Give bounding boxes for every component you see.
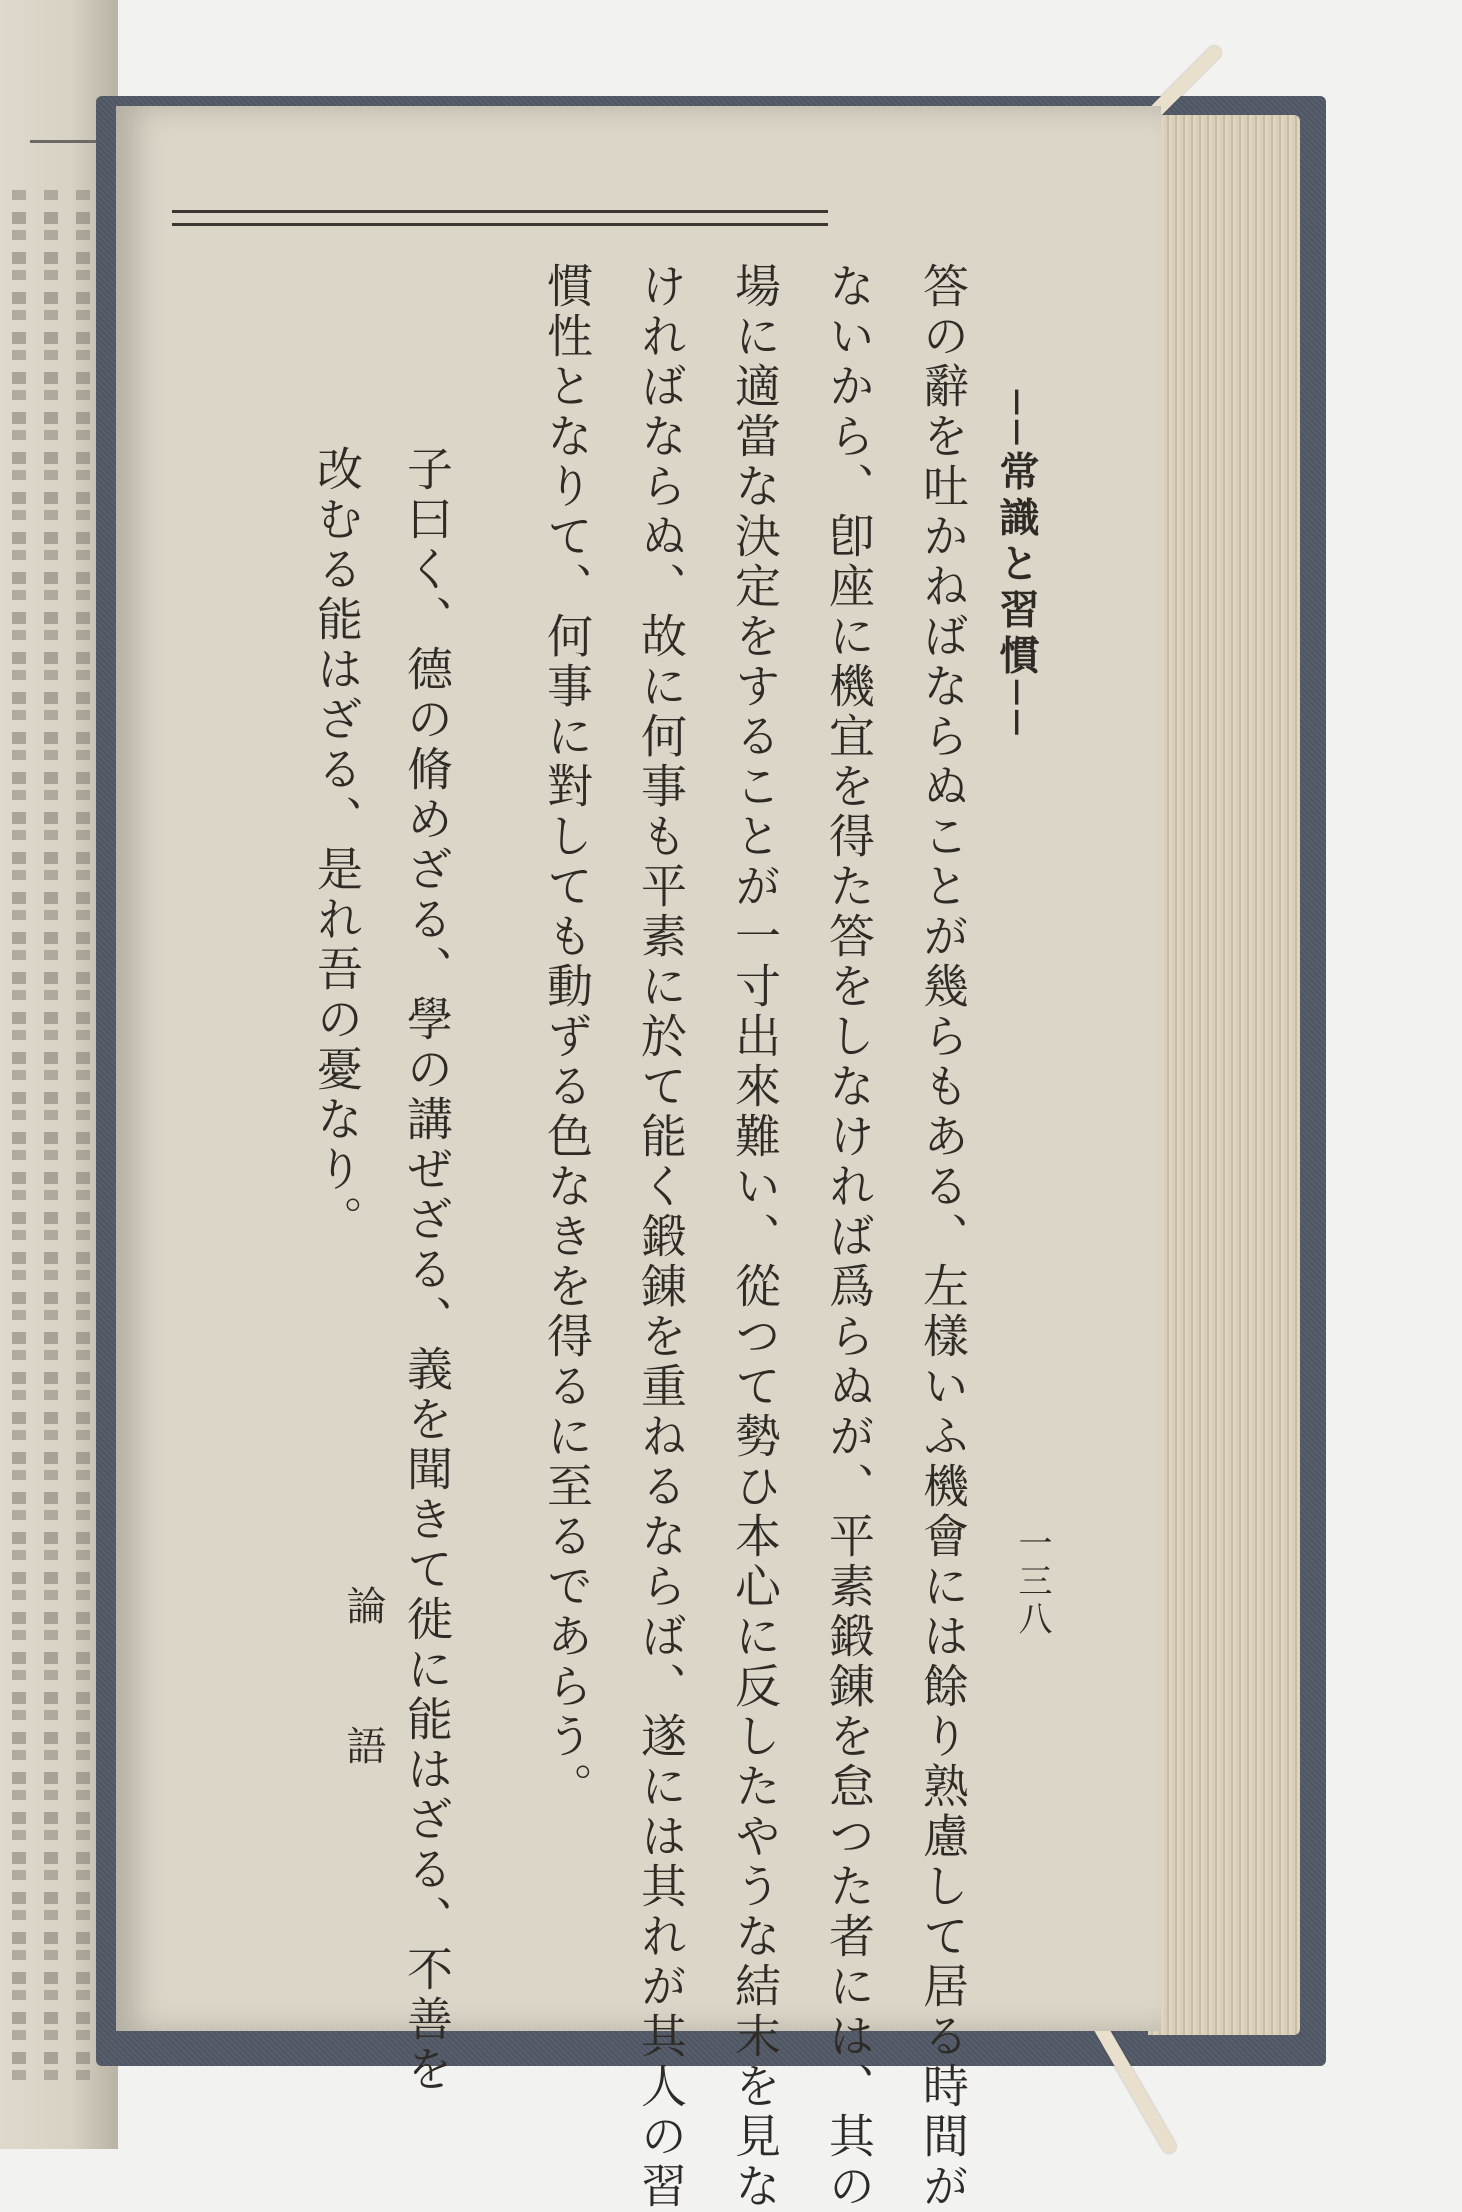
quote-source-char-1: 論 [340, 1585, 386, 1625]
body-text-column-3: 場に適當な決定をすることが一寸出來難い、從つて勢ひ本心に反したやうな結末を見な [728, 262, 782, 2212]
body-text-column-2: ないから、卽座に機宜を得た答をしなければ爲らぬが、平素鍛錬を怠つた者には、其の [822, 262, 876, 2212]
left-page-text-line [44, 190, 58, 2090]
quote-column-2: 改むる能はざる、是れ吾の憂なり。 [310, 445, 364, 1245]
left-page-text-line [12, 190, 26, 2090]
body-text-column-4: ければならぬ、故に何事も平素に於て能く鍛錬を重ねるならば、遂には其れが其人の習 [634, 262, 688, 2212]
page-number: 一三八 [1012, 1525, 1052, 1639]
header-double-rule [172, 210, 828, 226]
running-header-title: ──常識と習慣── [993, 390, 1040, 741]
body-text-column-1: 答の辭を吐かねばならぬことが幾らもある、左樣いふ機會には餘り熟慮して居る時間が [916, 262, 970, 2212]
quote-source-char-2: 語 [340, 1725, 386, 1765]
left-page-text-line [76, 190, 90, 2090]
body-text-column-5: 慣性となりて、何事に對しても動ずる色なきを得るに至るであらう。 [540, 262, 594, 1812]
page-fore-edge [1148, 115, 1300, 2035]
quote-column-1: 子曰く、德の脩めざる、學の講ぜざる、義を聞きて徙に能はざる、不善を [400, 445, 454, 2095]
